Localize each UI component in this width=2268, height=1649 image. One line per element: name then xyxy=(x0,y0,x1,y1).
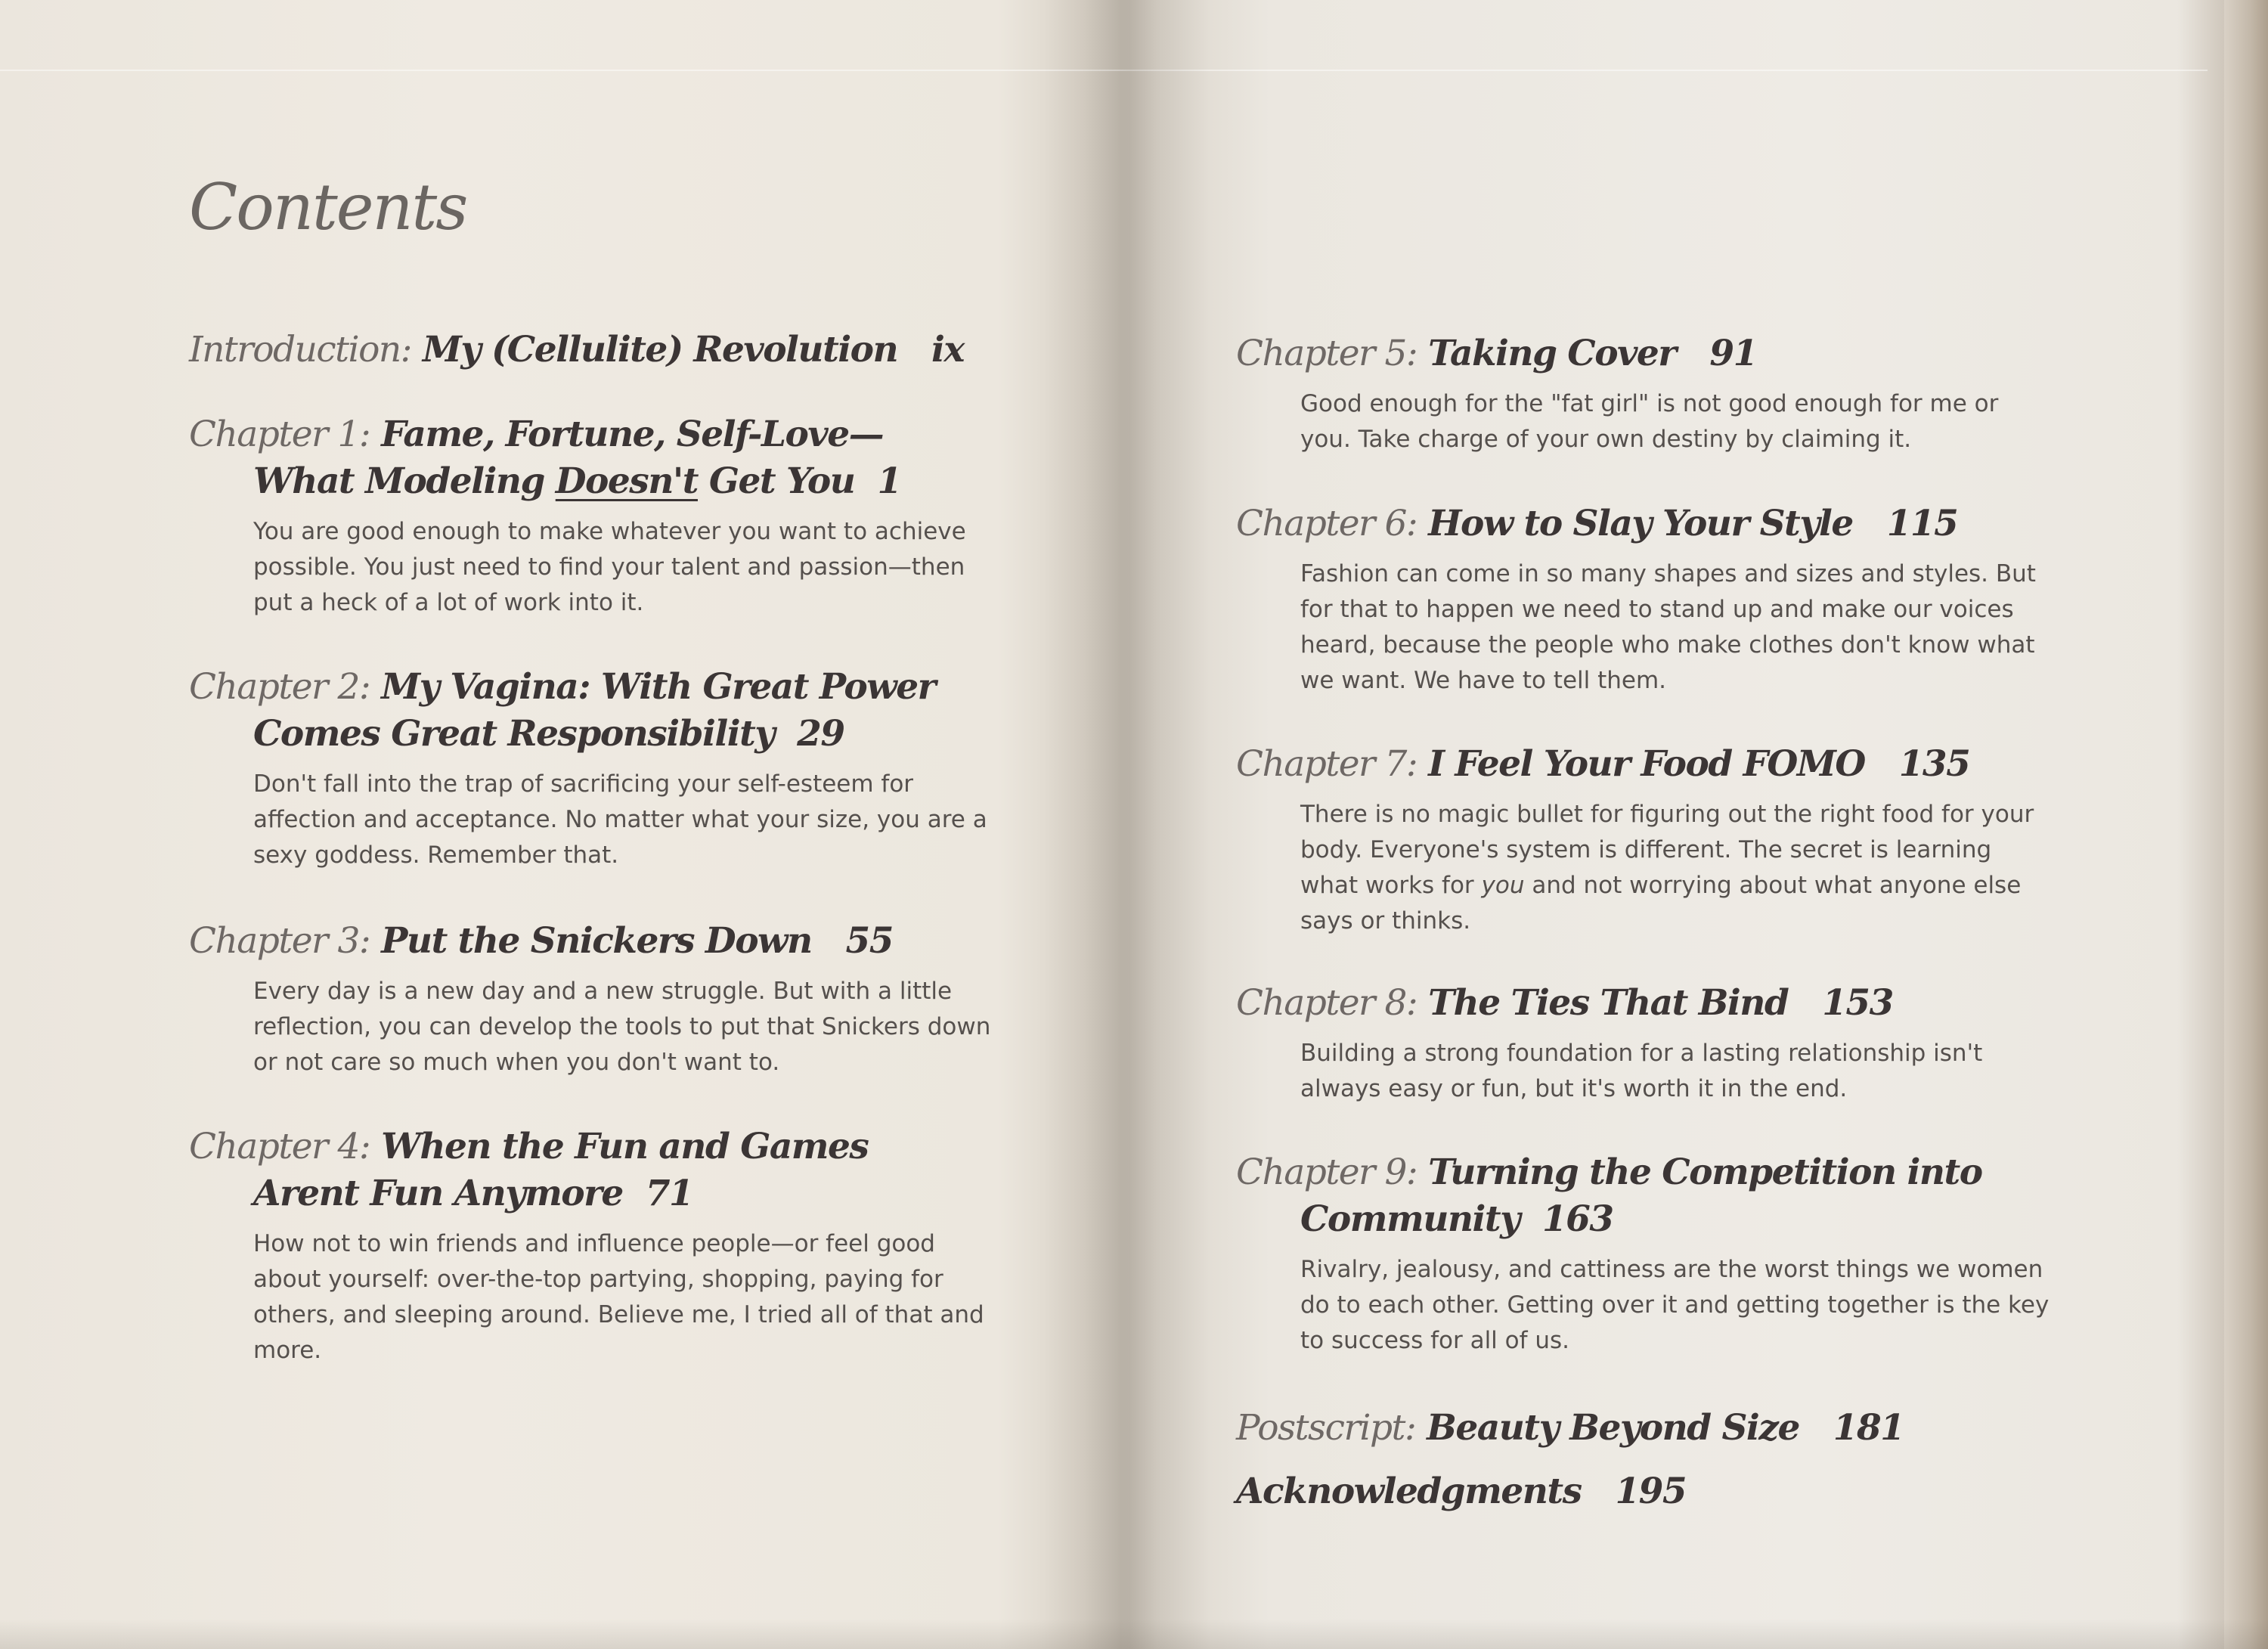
entry-heading xyxy=(1236,980,2056,1027)
entry-label: Chapter 3: xyxy=(189,920,370,962)
entry-heading xyxy=(189,918,1009,965)
entry-page-number: 135 xyxy=(1898,743,1970,785)
entry-description: Good enough for the "fat girl" is not good enough for me or you. Take charge of your own destiny by claiming it. xyxy=(1300,390,1999,453)
entry-description xyxy=(1300,797,2056,939)
entry-heading xyxy=(1236,501,2056,547)
entry-title-line-1: Turning the Competition into xyxy=(1428,1152,1982,1193)
entry-page-number: 163 xyxy=(1541,1198,1613,1240)
toc-entry-chapter-5 xyxy=(1236,330,2056,457)
entry-title-line-1: Fame, Fortune, Self-Love— xyxy=(381,414,884,455)
entry-title: Put the Snickers Down xyxy=(381,920,812,962)
entry-title-line-2 xyxy=(189,458,1009,505)
entry-title-part: Community xyxy=(1300,1198,1520,1240)
toc-entry-postscript xyxy=(1236,1405,1904,1452)
entry-title-line-1: My Vagina: With Great Power xyxy=(381,666,935,708)
entry-title-line-2 xyxy=(1236,1196,2056,1243)
entry-description: How not to win friends and influence people—or feel good about yourself: over-the-top partying, shopping, paying for others, and sleeping around. Believe me, I tried all of that and more. xyxy=(253,1230,984,1364)
toc-entry-chapter-1 xyxy=(189,411,1009,621)
entry-page-number: 29 xyxy=(797,713,844,755)
entry-heading xyxy=(189,411,1009,505)
toc-entry-acknowledgments xyxy=(1236,1468,1686,1515)
entry-label: Chapter 2: xyxy=(189,666,370,708)
entry-page-number: 195 xyxy=(1615,1471,1687,1512)
entry-title-part: Arent Fun Anymore xyxy=(253,1173,623,1214)
entry-title: Beauty Beyond Size xyxy=(1427,1407,1799,1449)
entry-page-number: 181 xyxy=(1833,1407,1904,1449)
entry-label: Chapter 4: xyxy=(189,1126,370,1167)
entry-description-part: and not worrying about what anyone else says or thinks. xyxy=(1300,872,2022,935)
entry-heading xyxy=(189,1124,1009,1217)
entry-title-underlined: Doesn't xyxy=(555,460,698,502)
toc-entry-chapter-8 xyxy=(1236,980,2056,1107)
entry-label: Introduction: xyxy=(189,329,411,370)
entry-heading xyxy=(1236,1149,2056,1243)
entry-title-part: Get You xyxy=(697,460,855,502)
entry-heading xyxy=(1236,1468,1686,1515)
entry-description: Every day is a new day and a new struggle. But with a little reflection, you can develop the tools to put that Snickers down or not care so much when you don't want to. xyxy=(253,978,991,1076)
toc-entry-chapter-3 xyxy=(189,918,1009,1080)
entry-label: Postscript: xyxy=(1236,1407,1416,1449)
entry-heading xyxy=(1236,741,2056,788)
entry-description: Don't fall into the trap of sacrificing your self-esteem for affection and acceptance. No matter what your size, you are a sexy goddess. Remember that. xyxy=(253,770,987,869)
toc-entry-chapter-7 xyxy=(1236,741,2056,939)
entry-label: Chapter 8: xyxy=(1236,982,1418,1024)
entry-page-number: 71 xyxy=(645,1173,693,1214)
entry-label: Chapter 1: xyxy=(189,414,370,455)
entry-title: The Ties That Bind xyxy=(1428,982,1789,1024)
page-bottom-shadow xyxy=(0,1619,2268,1649)
entry-page-number: 55 xyxy=(845,920,893,962)
entry-label: Chapter 6: xyxy=(1236,503,1418,544)
entry-title-part: Comes Great Responsibility xyxy=(253,713,775,755)
entry-description-part: There is no magic bullet for figuring out the right food for your body. Everyone's system is different. The secret is learning what works for xyxy=(1300,801,2034,899)
entry-heading xyxy=(1236,330,2056,377)
toc-entry-chapter-4 xyxy=(189,1124,1009,1368)
entry-page-number: ix xyxy=(931,329,964,370)
entry-title-part: What Modeling xyxy=(253,460,556,502)
toc-entry-chapter-2 xyxy=(189,664,1009,873)
entry-description: Building a strong foundation for a lasting relationship isn't always easy or fun, but it's worth it in the end. xyxy=(1300,1040,1983,1102)
entry-title-line-2 xyxy=(189,711,1009,758)
entry-page-number: 1 xyxy=(877,460,901,502)
toc-entry-chapter-6 xyxy=(1236,501,2056,699)
entry-title-line-2 xyxy=(189,1170,1009,1217)
page-stack-edge xyxy=(2224,0,2268,1649)
entry-heading xyxy=(189,327,964,374)
right-page xyxy=(1179,0,2223,1649)
entry-description: Rivalry, jealousy, and cattiness are the worst things we women do to each other. Getting over it and getting together is the key to success for all of us. xyxy=(1300,1256,2050,1354)
left-page xyxy=(0,0,1089,1649)
entry-label: Chapter 9: xyxy=(1236,1152,1418,1193)
toc-entry-introduction xyxy=(189,327,964,374)
entry-title: How to Slay Your Style xyxy=(1428,503,1853,544)
entry-page-number: 115 xyxy=(1886,503,1958,544)
entry-title-line-1: When the Fun and Games xyxy=(381,1126,869,1167)
entry-title: My (Cellulite) Revolution xyxy=(422,329,898,370)
entry-description: You are good enough to make whatever you want to achieve possible. You just need to find your talent and passion—then put a heck of a lot of work into it. xyxy=(253,518,966,616)
toc-entry-chapter-9 xyxy=(1236,1149,2056,1359)
entry-page-number: 153 xyxy=(1822,982,1893,1024)
entry-description: Fashion can come in so many shapes and sizes and styles. But for that to happen we need to stand up and make our voices heard, because the people who make clothes don't know what we want. We have to tell them. xyxy=(1300,560,2036,694)
entry-page-number: 91 xyxy=(1709,333,1757,374)
entry-heading xyxy=(189,664,1009,758)
entry-title: Acknowledgments xyxy=(1236,1471,1582,1512)
entry-title: I Feel Your Food FOMO xyxy=(1428,743,1865,785)
entry-title: Taking Cover xyxy=(1428,333,1676,374)
page-title: Contents xyxy=(189,170,467,244)
entry-description-emphasis: you xyxy=(1481,872,1525,899)
entry-label: Chapter 5: xyxy=(1236,333,1418,374)
entry-heading xyxy=(1236,1405,1904,1452)
entry-label: Chapter 7: xyxy=(1236,743,1418,785)
